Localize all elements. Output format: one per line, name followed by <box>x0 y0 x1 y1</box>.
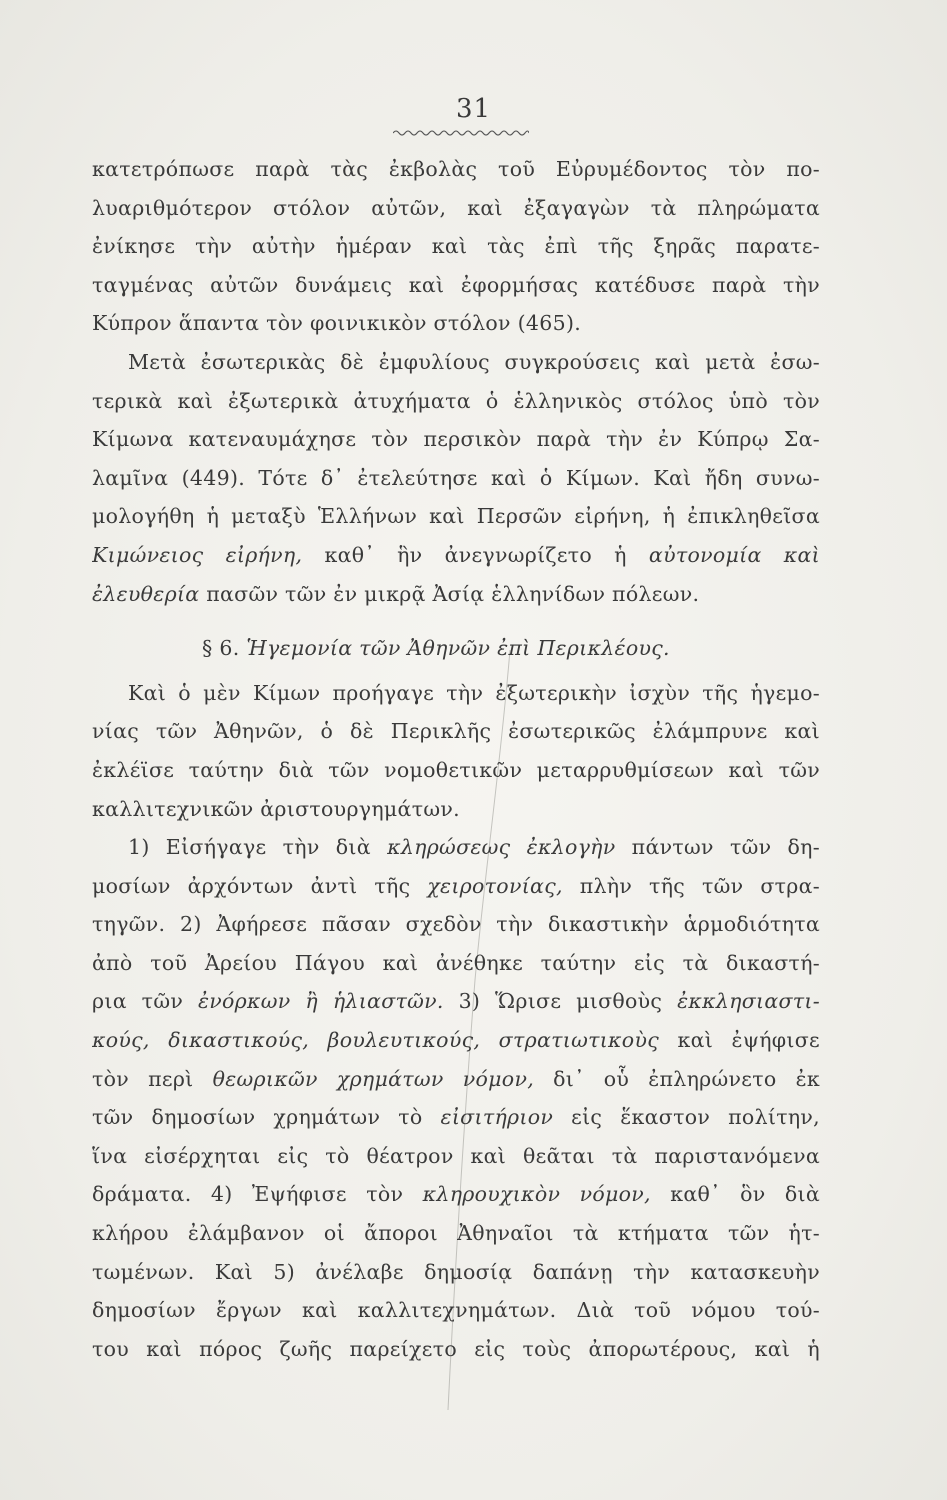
text-line: ἵνα εἰσέρχηται εἰς τὸ θέατρον καὶ θεᾶται τὰ παριστανόμενα <box>92 1143 820 1168</box>
text-line: δημοσίων ἔργων καὶ καλλιτεχνημάτων. Διὰ τοῦ νόμου τού- <box>92 1298 820 1323</box>
text-line: Κίμωνα κατεναυμάχησε τὸν περσικὸν παρὰ τὴν ἐν Κύπρῳ Σα- <box>92 427 820 452</box>
text-run: καθ᾽ ἣν ἀνεγνωρίζετο ἡ <box>302 542 649 567</box>
text-run: τῶν δημοσίων χρημάτων τὸ <box>92 1105 441 1130</box>
text-line: ἐνίκησε τὴν αὐτὴν ἡμέραν καὶ τὰς ἐπὶ τῆς ξηρᾶς παρατε- <box>92 234 820 259</box>
text-line: Καὶ ὁ μὲν Κίμων προήγαγε τὴν ἐξωτερικὴν ἰσχὺν τῆς ἡγεμο- <box>128 680 820 705</box>
text-line: Μετὰ ἐσωτερικὰς δὲ ἐμφυλίους συγκρούσεις καὶ μετὰ ἐσω- <box>128 349 820 374</box>
text-run: καθ᾽ ὃν διὰ <box>650 1182 820 1207</box>
text-line: ἐκλέϊσε ταύτην διὰ τῶν νομοθετικῶν μεταρρυθμίσεων καὶ τῶν <box>92 757 820 782</box>
text-line: νίας τῶν Ἀθηνῶν, ὁ δὲ Περικλῆς ἐσωτερικῶς ἐλάμπρυνε καὶ <box>92 719 820 744</box>
text-run <box>480 1028 498 1052</box>
italic-term: θεωρικῶν χρημάτων νόμον, <box>212 1066 535 1091</box>
paragraph-kimon <box>92 343 820 613</box>
italic-term: Κιμώνειος εἰρήνη, <box>92 542 303 567</box>
text-run: τὸν περὶ <box>92 1066 213 1091</box>
body-text <box>92 150 820 1368</box>
text-run: εἰς ἕκαστον πολίτην, <box>553 1105 820 1130</box>
paragraph-pericles <box>92 674 820 828</box>
text-run: δι᾽ οὗ ἐπληρώνετο ἐκ <box>534 1066 820 1091</box>
wavy-rule-ornament <box>393 128 529 138</box>
italic-term: ἐλευθερία <box>92 581 200 606</box>
italic-term: χειροτονίας, <box>427 873 563 898</box>
text-run: μοσίων ἀρχόντων ἀντὶ τῆς <box>92 873 428 898</box>
text-line <box>92 1060 820 1099</box>
italic-term: κληρώσεως ἐκλογὴν <box>387 835 616 860</box>
text-line: κατετρόπωσε παρὰ τὰς ἐκβολὰς τοῦ Εὐρυμέδοντος τὸν πο- <box>92 157 820 181</box>
text-line: μολογήθη ἡ μεταξὺ Ἑλλήνων καὶ Περσῶν εἰρήνη, ἡ ἐπικληθεῖσα <box>92 504 820 529</box>
text-run: 1) Εἰσήγαγε τὴν διὰ <box>128 835 388 860</box>
text-line <box>92 1021 820 1060</box>
section-title: Ἡγεμονία τῶν Ἀθηνῶν ἐπὶ Περικλέους. <box>246 636 670 661</box>
text-line <box>92 1098 820 1137</box>
paragraph-continued <box>92 150 820 343</box>
italic-term: αὐτονομία καὶ <box>648 542 820 567</box>
text-run: πάντων τῶν δη- <box>615 835 820 860</box>
text-line <box>92 575 820 614</box>
italic-term: κληρουχικὸν νόμον, <box>422 1182 651 1207</box>
text-line: τωμένων. Καὶ 5) ἀνέλαβε δημοσίᾳ δαπάνῃ τὴν κατασκευὴν <box>92 1259 820 1284</box>
italic-term: εἰσιτήριον <box>440 1105 554 1130</box>
page-number: 31 <box>455 94 492 124</box>
italic-term: ἐκκλησιαστι- <box>677 989 820 1014</box>
text-line <box>92 536 820 575</box>
text-line: του καὶ πόρος ζωῆς παρείχετο εἰς τοὺς ἀπορωτέρους, καὶ ἡ <box>92 1336 820 1361</box>
text-line <box>92 867 820 906</box>
italic-term: στρατιωτικοὺς <box>498 1028 659 1053</box>
text-line <box>92 1175 820 1214</box>
text-line: τηγῶν. 2) Ἀφήρεσε πᾶσαν σχεδὸν τὴν δικαστικὴν ἁρμοδιότητα <box>92 912 820 937</box>
section-number: § 6. <box>202 636 240 661</box>
text-line: Κύπρον ἅπαντα τὸν φοινικικὸν στόλον (465). <box>92 311 582 336</box>
text-line: κλήρου ἐλάμβανον οἱ ἄποροι Ἀθηναῖοι τὰ κτήματα τῶν ἡτ- <box>92 1221 820 1246</box>
text-line: καλλιτεχνικῶν ἀριστουργημάτων. <box>92 796 460 821</box>
section-heading <box>92 629 820 668</box>
text-run: πλὴν τῆς τῶν στρα- <box>562 873 820 898</box>
text-line: ταγμένας αὐτῶν δυνάμεις καὶ ἐφορμήσας κατέδυσε παρὰ τὴν <box>92 272 820 297</box>
paragraph-reforms <box>92 828 820 1368</box>
italic-term: κούς, δικαστικούς, βουλευτικούς, <box>92 1028 481 1053</box>
text-run: καὶ ἐψήφισε <box>659 1028 820 1053</box>
text-line: τερικὰ καὶ ἐξωτερικὰ ἀτυχήματα ὁ ἑλληνικὸς στόλος ὑπὸ τὸν <box>92 388 820 413</box>
text-run: δράματα. 4) Ἐψήφισε τὸν <box>92 1182 423 1207</box>
text-line: λυαριθμότερον στόλον αὐτῶν, καὶ ἐξαγαγὼν τὰ πληρώματα <box>92 195 820 220</box>
text-run: ρια τῶν <box>92 989 198 1014</box>
text-run: 3) Ὥρισε μισθοὺς <box>443 989 678 1014</box>
text-line: λαμῖνα (449). Τότε δ᾽ ἐτελεύτησε καὶ ὁ Κίμων. Καὶ ἤδη συνω- <box>92 465 820 490</box>
text-line <box>92 828 820 867</box>
text-line <box>92 982 820 1021</box>
text-line: ἀπὸ τοῦ Ἀρείου Πάγου καὶ ἀνέθηκε ταύτην εἰς τὰ δικαστή- <box>92 950 820 975</box>
text-run: πασῶν τῶν ἐν μικρᾷ Ἀσίᾳ ἑλληνίδων πόλεων. <box>199 581 700 606</box>
italic-term: ἐνόρκων ἢ ἡλιαστῶν. <box>197 989 444 1014</box>
